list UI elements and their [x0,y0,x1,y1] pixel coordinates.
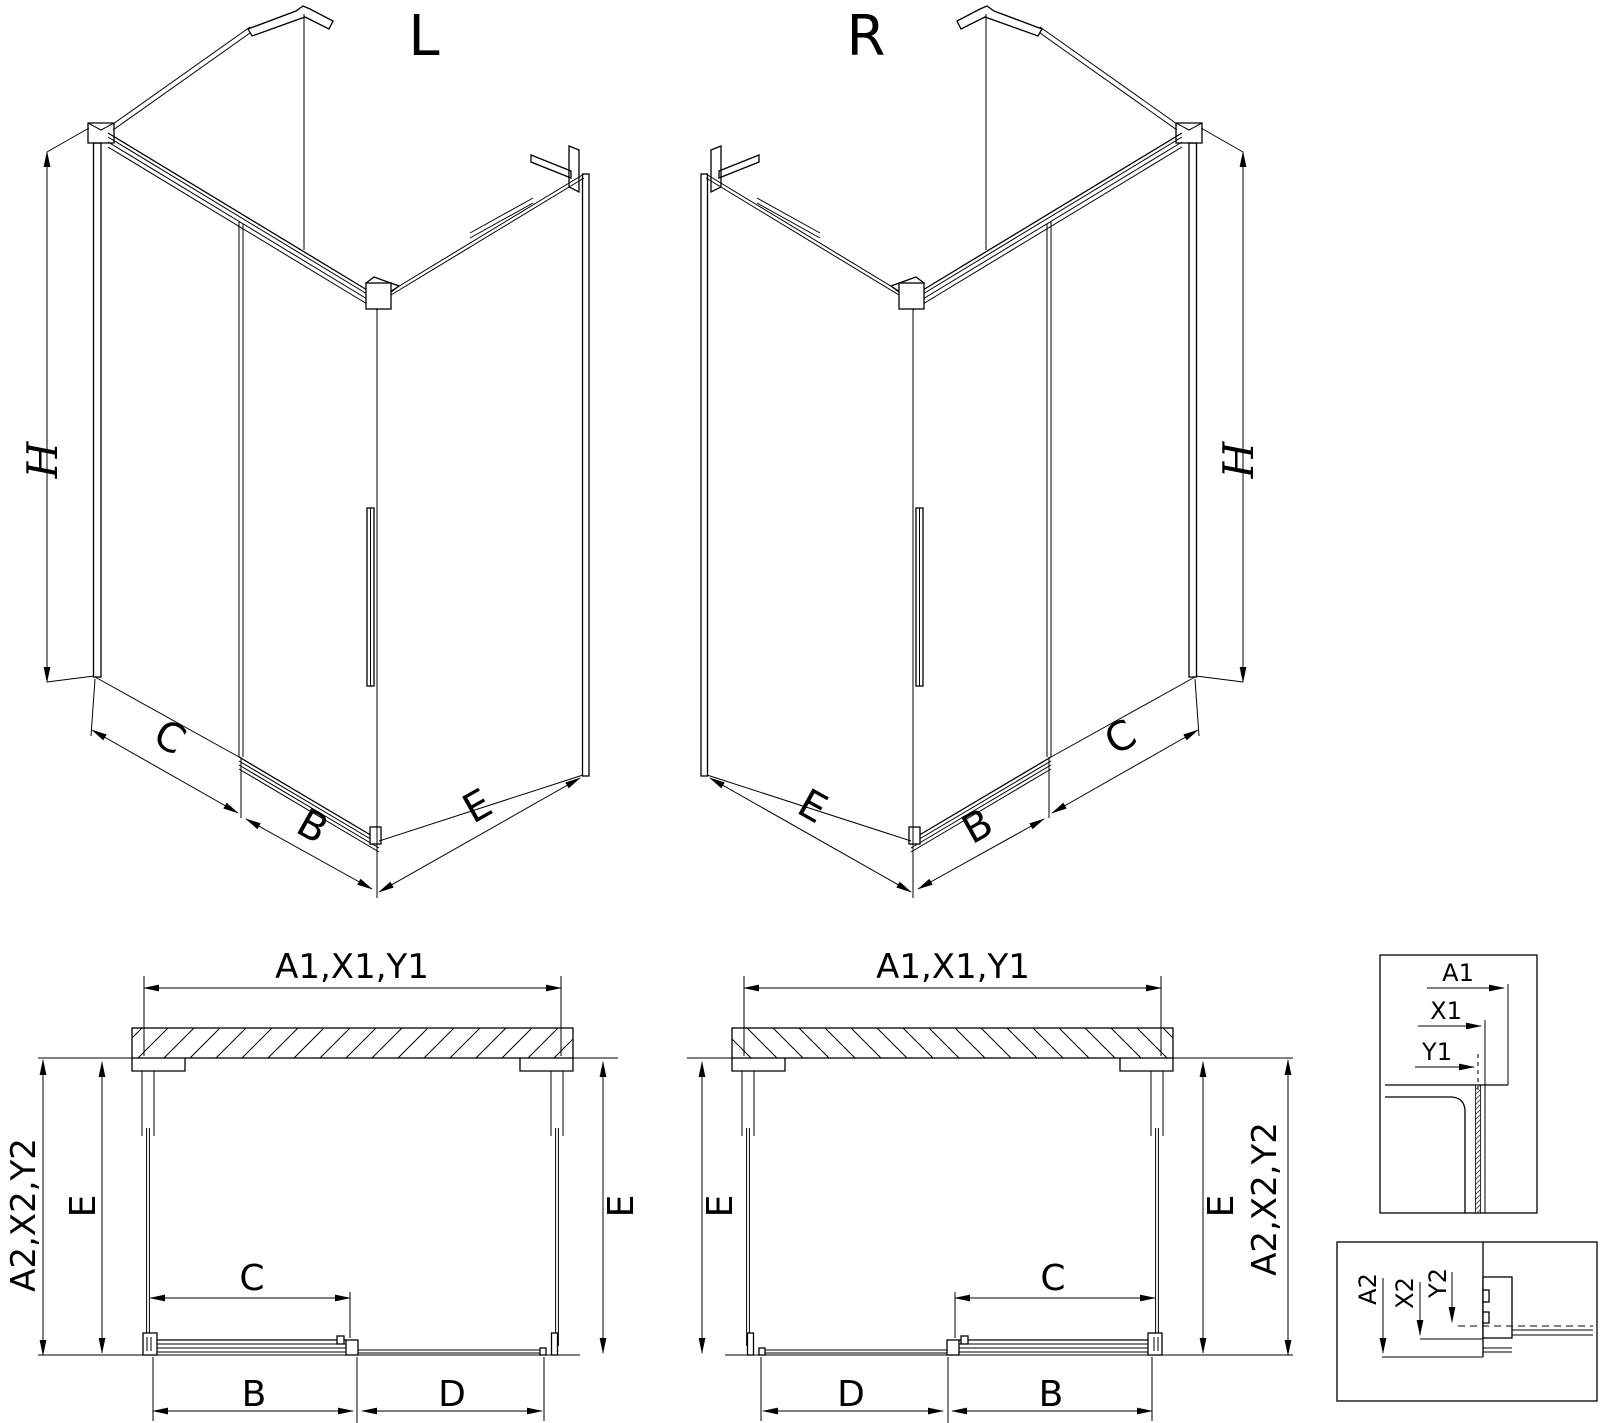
plan-right-dim-e-left-label: E [700,1194,741,1218]
iso-left-dim-c-label: C [145,710,193,765]
detail-glass-section [1476,1085,1481,1213]
iso-right-dimensions [710,128,1243,892]
detail-top-dim-y1-label: Y1 [1422,1038,1452,1066]
ceiling-bracket [248,6,333,36]
iso-right-dim-b-label: B [954,799,1001,854]
plan-left-dim-d-label: D [438,1374,466,1415]
detail-top-dim-x1-label: X1 [1430,997,1462,1025]
wall-section [132,1028,573,1058]
plan-door-endblock [143,1333,157,1355]
wall-bracket [569,146,579,192]
plan-right-dim-d-label: D [837,1374,865,1415]
corner-block [366,283,391,309]
plan-left-dim-b-label: B [241,1374,267,1415]
ceiling-support-bar [113,27,250,130]
plan-left-dim-top-label: A1,X1,Y1 [275,947,429,987]
side-panel-top [391,174,584,295]
iso-left-dim-b-label: B [289,799,336,854]
iso-left-title: L [408,4,440,69]
detail-bottom-dim-y2-label: Y2 [1424,1268,1452,1298]
wall-profile [94,143,102,677]
iso-right-dim-e-label: E [790,780,835,833]
plan-right-dim-b-label: B [1038,1374,1064,1415]
plan-right-enclosure [732,1028,1173,1355]
iso-left-dim-h-label: H [18,441,67,479]
iso-left-dim-e-label: E [455,780,500,833]
iso-right-dim-h-label: H [1214,441,1263,479]
detail-box-bottom [1337,1242,1597,1401]
plan-right-dim-c-label: C [1040,1258,1066,1299]
plan-left-dim-e-right-label: E [601,1194,642,1218]
plan-left-dim-side-label: A2,X2,Y2 [4,1138,44,1292]
iso-right-title: R [846,4,886,69]
plan-left-dim-c-label: C [239,1258,265,1299]
plan-fixed-panel [358,1350,543,1353]
wall-profile-cap [88,123,114,143]
iso-left-dimensions [47,128,580,892]
plan-right-dim-top-label: A1,X1,Y1 [876,947,1030,987]
fixed-panel-edge [239,222,243,757]
side-wall-profile [583,174,590,776]
plan-right-dim-side-label: A2,X2,Y2 [1245,1122,1285,1276]
detail-bottom-dim-a2-label: A2 [1354,1273,1382,1305]
detail-bracket [1483,1277,1512,1338]
iso-right-enclosure [701,6,1202,898]
iso-right-dim-c-label: C [1097,710,1145,765]
plan-wall-bracket [132,1058,185,1071]
detail-bottom-dim-x2-label: X2 [1391,1277,1419,1309]
plan-right-dim-e-right-label: E [1201,1194,1242,1218]
detail-box-top [1380,955,1537,1213]
detail-top-dim-a1-label: A1 [1442,959,1474,987]
plan-side-glass [147,1128,150,1346]
plan-left-dim-e-left-label: E [63,1194,104,1218]
